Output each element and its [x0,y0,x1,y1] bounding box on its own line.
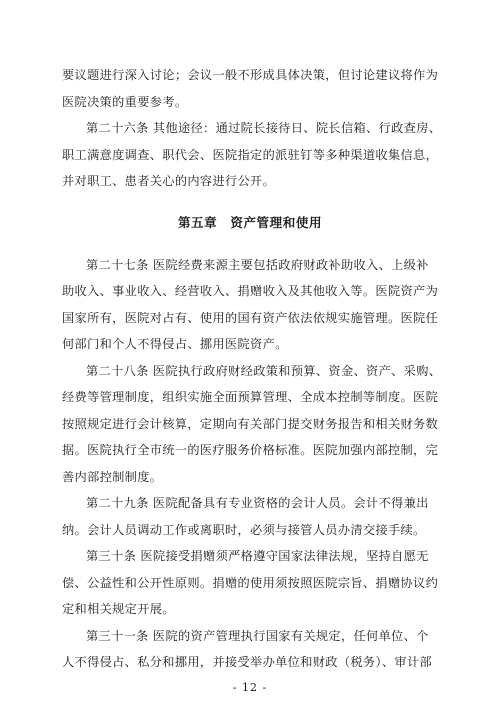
text-line: 第二十八条 医院执行政府财经政策和预算、资金、资产、采购、 [86,364,442,378]
page-number: - 12 - [232,681,268,694]
text-line: 据。医院执行全市统一的医疗服务价格标准。医院加强内部控制，完 [62,443,439,457]
text-line: 职工满意度调查、职代会、医院指定的派驻钉等多种渠道收集信息， [62,148,439,162]
text-line: 偿、公益性和公开性原则。捐赠的使用须按照医院宗旨、捐赠协议约 [62,576,439,590]
text-line: 第二十九条 医院配备具有专业资格的会计人员。会计不得兼出 [86,496,429,510]
text-line: 医院决策的重要参考。 [62,95,188,109]
text-line: 并对职工、患者关心的内容进行公开。 [62,174,276,188]
text-line: 第三十一条 医院的资产管理执行国家有关规定，任何单位、个 [86,629,429,643]
chapter-heading: 第五章 资产管理和使用 [177,215,323,230]
text-line: 国家所有，医院对占有、使用的国有资产依法依规实施管理。医院任 [62,311,439,325]
text-line: 善内部控制制度。 [62,470,163,484]
text-line: 要议题进行深入讨论；会议一般不形成具体决策，但讨论建议将作为 [62,68,439,82]
text-line: 助收入、事业收入、经营收入、捐赠收入及其他收入等。医院资产为 [62,284,439,298]
text-line: 按照规定进行会计核算，定期向有关部门提交财务报告和相关财务数 [62,417,439,431]
text-line: 定和相关规定开展。 [62,602,175,616]
text-line: 经费等管理制度，组织实施全面预算管理、全成本控制等制度。医院 [62,390,439,404]
text-line: 第二十七条 医院经费来源主要包括政府财政补助收入、上级补 [86,258,429,272]
text-line: 何部门和个人不得侵占、挪用医院资产。 [62,337,288,351]
text-line: 纳。会计人员调动工作或离职时，必须与接管人员办清交接手续。 [62,523,426,537]
text-line: 第二十六条 其他途径：通过院长接待日、院长信箱、行政查房、 [86,121,442,135]
text-line: 第三十条 医院接受捐赠须严格遵守国家法律法规，坚持自愿无 [86,549,429,563]
text-line: 人不得侵占、私分和挪用，并接受举办单位和财政（税务）、审计部 [62,655,433,669]
